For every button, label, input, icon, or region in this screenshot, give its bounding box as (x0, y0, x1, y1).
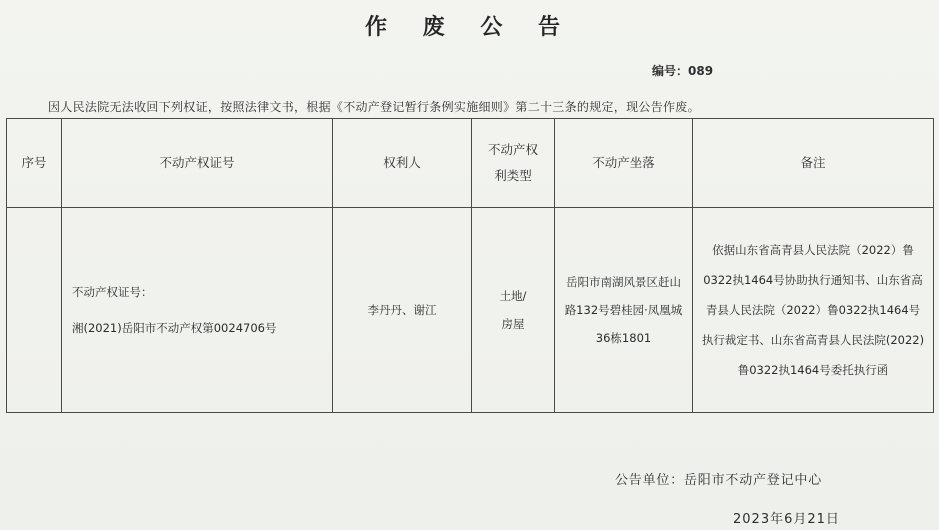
table-row (7, 208, 934, 413)
notice-date: 2023年6月21日 (733, 512, 840, 527)
cell-seq (7, 208, 62, 413)
publisher-line: 公告单位：岳阳市不动产登记中心 (615, 473, 823, 488)
cell-remark: 依据山东省高青县人民法院（2022）鲁0322执1464号协助执行通知书、山东省高青县人民法院（2022）鲁0322执1464号执行裁定书、山东省高青县人民法院(2022)鲁0322执1464号委托执行函 (693, 208, 934, 413)
cell-right-type (472, 208, 555, 413)
right-type-line1: 土地/ (499, 289, 527, 303)
void-certificate-table (6, 118, 933, 413)
header-remark: 备注 (693, 119, 934, 208)
intro-paragraph: 因人民法院无法收回下列权证，按照法律文书，根据《不动产登记暂行条例实施细则》第二十三条的规定，现公告作废。 (48, 100, 700, 114)
header-right-type (472, 119, 555, 208)
cell-holder: 李丹丹、谢江 (333, 208, 472, 413)
header-seq: 序号 (7, 119, 62, 208)
header-cert-no: 不动产权证号 (62, 119, 333, 208)
notice-title: 作 废 公 告 (365, 15, 574, 40)
cert-value: 湘(2021)岳阳市不动产权第0024706号 (72, 321, 277, 335)
header-holder: 权利人 (333, 119, 472, 208)
cell-cert-no (62, 208, 333, 413)
header-right-type-line2: 利类型 (494, 168, 532, 183)
cell-location: 岳阳市南湖风景区赶山路132号碧桂园·凤凰城36栋1801 (555, 208, 693, 413)
header-location: 不动产坐落 (555, 119, 693, 208)
document-number: 编号：089 (652, 64, 714, 78)
right-type-line2: 房屋 (501, 317, 525, 331)
cert-label: 不动产权证号： (72, 285, 153, 299)
table-header-row (7, 119, 934, 208)
header-right-type-line1: 不动产权 (487, 142, 538, 157)
